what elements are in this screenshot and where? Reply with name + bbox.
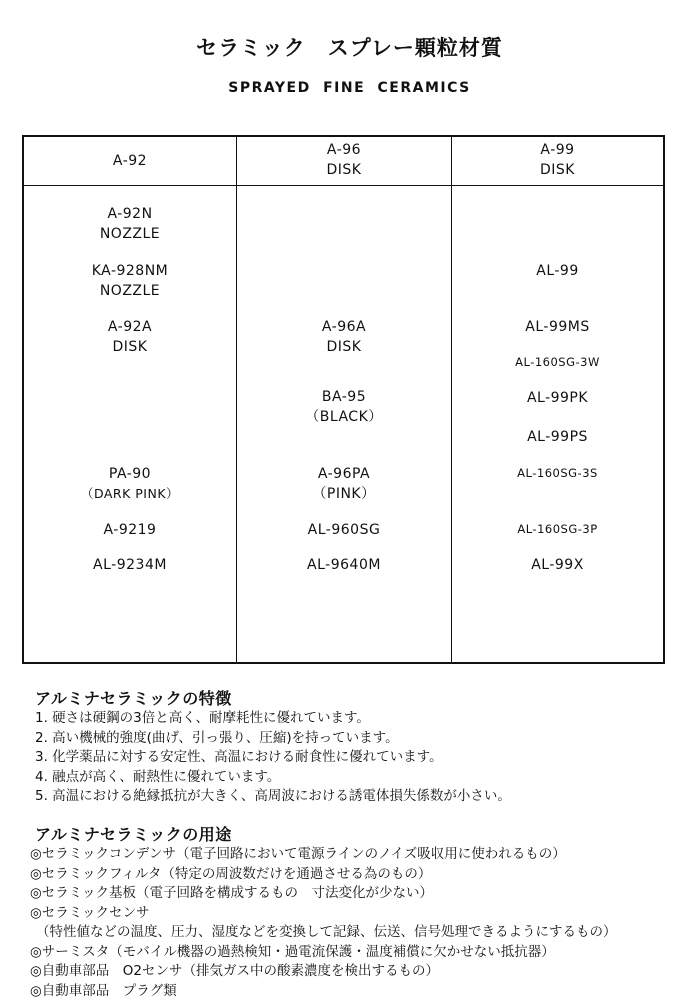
header-a92: A-92	[112, 153, 148, 169]
material-al99pk: AL-99PK	[526, 390, 589, 406]
material-al9640m: AL-9640M	[307, 557, 381, 573]
use-item: ◎サーミスタ（モバイル機器の過熱検知・過電流保護・温度補償に欠かせない抵抗器）	[30, 943, 555, 960]
material-al99: AL-99	[536, 263, 579, 279]
material-al99ms: AL-99MS	[525, 319, 590, 335]
uses-list	[30, 845, 617, 1001]
material-a9219: A-9219	[103, 522, 157, 538]
material-al960sg: AL-960SG	[307, 522, 381, 538]
material-ba95: BA-95 （BLACK）	[305, 389, 383, 425]
material-a92n: A-92N NOZZLE	[99, 206, 161, 242]
uses-heading: アルミナセラミックの用途	[35, 825, 232, 844]
material-pa90: PA-90 （DARK PINK）	[80, 466, 180, 501]
feature-item: 4. 融点が高く、耐熱性に優れています。	[35, 768, 281, 785]
feature-item: 3. 化学薬品に対する安定性、高温における耐食性に優れています。	[35, 749, 443, 765]
materials-table	[22, 135, 665, 664]
material-al9234m: AL-9234M	[93, 557, 167, 573]
material-ka928nm: KA-928NM NOZZLE	[91, 263, 169, 299]
features-heading: アルミナセラミックの特徴	[35, 689, 232, 708]
use-item: ◎セラミックコンデンサ（電子回路において電源ラインのノイズ吸収用に使われるもの）	[30, 846, 566, 862]
material-a96pa: A-96PA （PINK）	[312, 466, 376, 502]
feature-item: 5. 高温における絶縁抵抗が大きく、高周波における誘電体損失係数が小さい。	[35, 788, 511, 804]
feature-item: 1. 硬さは硬鋼の3倍と高く、耐摩耗性に優れています。	[35, 710, 370, 726]
feature-item: 2. 高い機械的強度(曲げ、引っ張り、圧縮)を持っています。	[35, 729, 399, 746]
use-item: ◎自動車部品 O2センサ（排気ガス中の酸素濃度を検出するもの）	[30, 963, 439, 979]
page-title: セラミック スプレー顆粒材質	[196, 36, 503, 60]
features-list	[35, 709, 511, 807]
page-subtitle: SPRAYED FINE CERAMICS	[228, 80, 471, 96]
material-a92a: A-92A DISK	[107, 319, 153, 355]
material-al99ps: AL-99PS	[527, 429, 588, 445]
use-item: ◎自動車部品 プラグ類	[30, 982, 177, 999]
use-item: ◎セラミック基板（電子回路を構成するもの 寸法変化が少ない）	[30, 885, 434, 901]
use-item: ◎セラミックフィルタ（特定の周波数だけを通過させる為のもの）	[30, 865, 432, 882]
header-a96: A-96 DISK	[326, 142, 362, 178]
use-item-detail: （特性値などの温度、圧力、湿度などを変換して記録、伝送、信号処理できるようにするもの）	[36, 924, 617, 940]
header-divider	[24, 185, 663, 186]
header-a99: A-99 DISK	[540, 142, 575, 178]
use-item: ◎セラミックセンサ	[30, 904, 150, 921]
material-a96a: A-96A DISK	[321, 319, 367, 355]
material-al160sg3w: AL-160SG-3W	[515, 355, 600, 369]
material-al160sg3s: AL-160SG-3S	[517, 466, 598, 480]
material-al99x: AL-99X	[531, 557, 584, 573]
material-al160sg3p: AL-160SG-3P	[517, 522, 598, 536]
